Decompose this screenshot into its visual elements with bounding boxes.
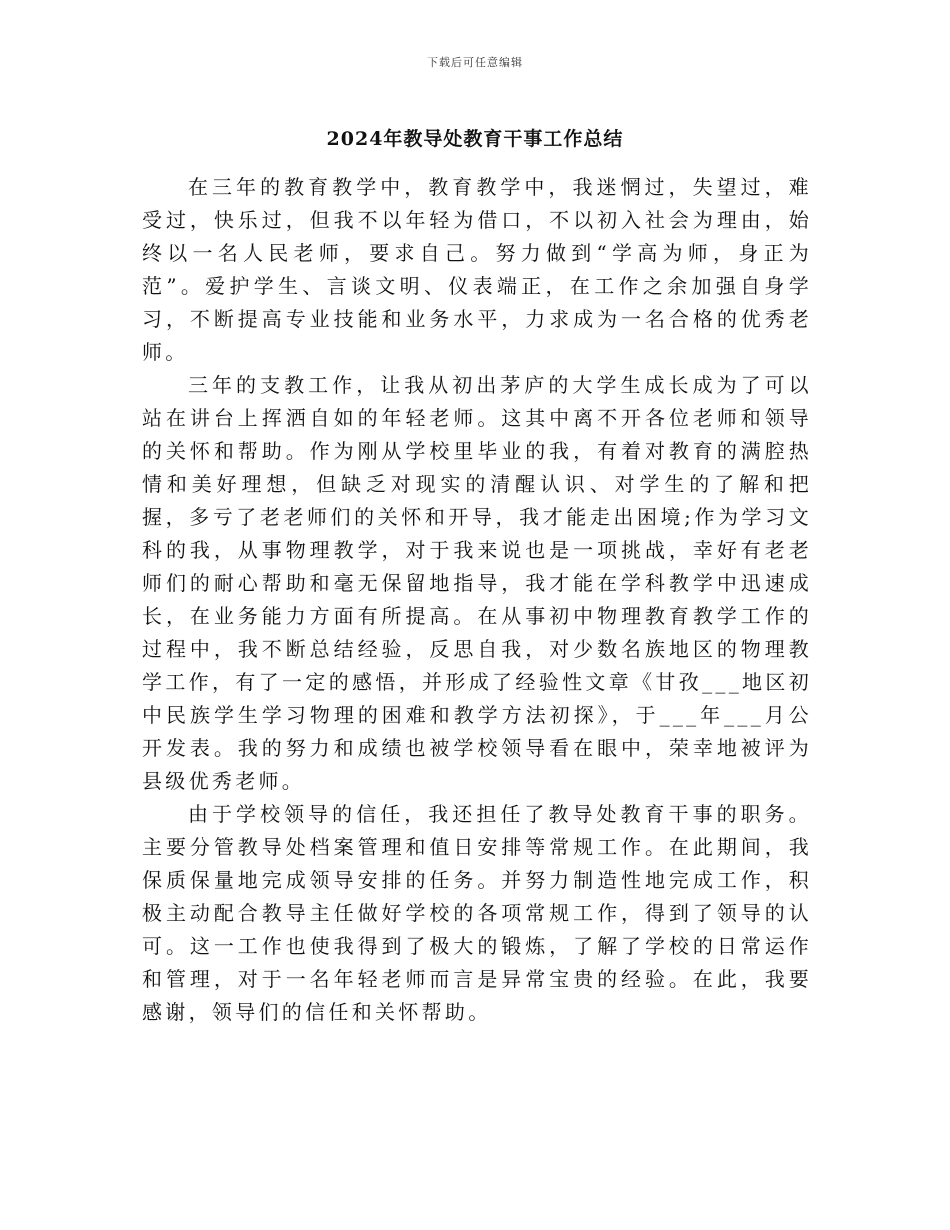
paragraph-1: 在三年的教育教学中，教育教学中，我迷惘过，失望过，难受过，快乐过，但我不以年轻为借口，不以初入社会为理由，始终以一名人民老师，要求自己。努力做到“学高为师，身正为范”。爱护学生、言谈文明、仪表端正，在工作之余加强自身学习，不断提高专业技能和业务水平，力求成为一名合格的优秀老师。 bbox=[142, 175, 812, 364]
paragraph-2: 三年的支教工作，让我从初出茅庐的大学生成长成为了可以站在讲台上挥洒自如的年轻老师。这其中离不开各位老师和领导的关怀和帮助。作为刚从学校里毕业的我，有着对教育的满腔热情和美好理想，但缺乏对现实的清醒认识、对学生的了解和把握，多亏了老老师们的关怀和开导，我才能走出困境;作为学习文科的我，从事物理教学，对于我来说也是一项挑战，幸好有老老师们的耐心帮助和毫无保留地指导，我才能在学科教学中迅速成长，在业务能力方面有所提高。在从事初中物理教育教学工作的过程中，我不断总结经验，反思自我，对少数名族地区的物理教学工作，有了一定的感悟，并形成了经验性文章《甘孜___地区初中民族学生学习物理的困难和教学方法初探》，于___年___月公开发表。我的努力和成绩也被学校领导看在眼中，荣幸地被评为县级优秀老师。 bbox=[142, 373, 812, 793]
paragraph-3: 由于学校领导的信任，我还担任了教导处教育干事的职务。主要分管教导处档案管理和值日安排等常规工作。在此期间，我保质保量地完成领导安排的任务。并努力制造性地完成工作，积极主动配合教导主任做好学校的各项常规工作，得到了领导的认可。这一工作也使我得到了极大的锻炼，了解了学校的日常运作和管理，对于一名年轻老师而言是异常宝贵的经验。在此，我要感谢，领导们的信任和关怀帮助。 bbox=[142, 802, 812, 1024]
document-title: 2024年教导处教育干事工作总结 bbox=[326, 128, 624, 150]
document-body bbox=[142, 171, 812, 1029]
header-note: 下载后可任意编辑 bbox=[427, 56, 523, 69]
